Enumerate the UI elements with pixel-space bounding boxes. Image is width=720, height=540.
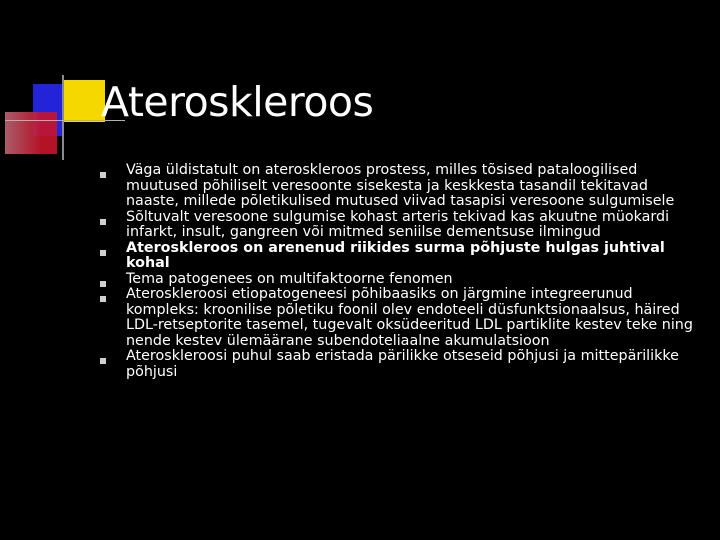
- slide-title: Ateroskleroos: [101, 78, 374, 126]
- bullet-item: [96, 163, 696, 210]
- bullet-text: Ateroskleroos on arenenud riikides surma põhjuste hulgas juhtival kohal: [126, 239, 665, 271]
- logo-vertical-line: [62, 75, 64, 160]
- bullet-text: Ateroskleroosi puhul saab eristada pärilikke otseseid põhjusi ja mittepärilikke põhjusi: [126, 348, 679, 380]
- bullet-text: Ateroskleroosi etiopatogeneesi põhibaasiks on järgmine integreerunud kompleks: kroonilise põletiku foonil olev endoteeli düsfunktsionaalsus, häired LDL-retseptorite tasemel, tugevalt oksüdeeritud LDL partiklite kestev teke ning nende kestev ülemäärane subendoteliaalne akumulatsioon: [126, 286, 693, 349]
- bullet-square-icon: [100, 250, 106, 256]
- logo-yellow-square: [63, 80, 105, 122]
- bullet-text: Sõltuvalt veresoone sulgumise kohast arteris tekivad kas akuutne müokardi infarkt, insult, gangreen või mitmed seniilse dementsuse ilmingud: [126, 208, 670, 240]
- bullet-square-icon: [100, 219, 106, 225]
- bullet-square-icon: [100, 358, 106, 364]
- bullet-text: Tema patogenees on multifaktoorne fenomen: [126, 270, 453, 287]
- bullet-item: [96, 272, 696, 288]
- bullet-item: [96, 349, 696, 380]
- bullet-square-icon: [100, 281, 106, 287]
- bullet-list: [96, 163, 696, 380]
- bullet-item: [96, 287, 696, 349]
- bullet-square-icon: [100, 296, 106, 302]
- bullet-item: [96, 210, 696, 241]
- bullet-text: Väga üldistatult on ateroskleroos prostess, milles tõsised pataloogilised muutused põhiliselt veresoonte sisekesta ja keskkesta tasandil tekitavad naaste, millede põletikulised mutused viivad tasapisi veresoone sulgumisele: [126, 162, 675, 209]
- logo-red-square: [5, 112, 57, 154]
- bullet-item: [96, 241, 696, 272]
- bullet-square-icon: [100, 172, 106, 178]
